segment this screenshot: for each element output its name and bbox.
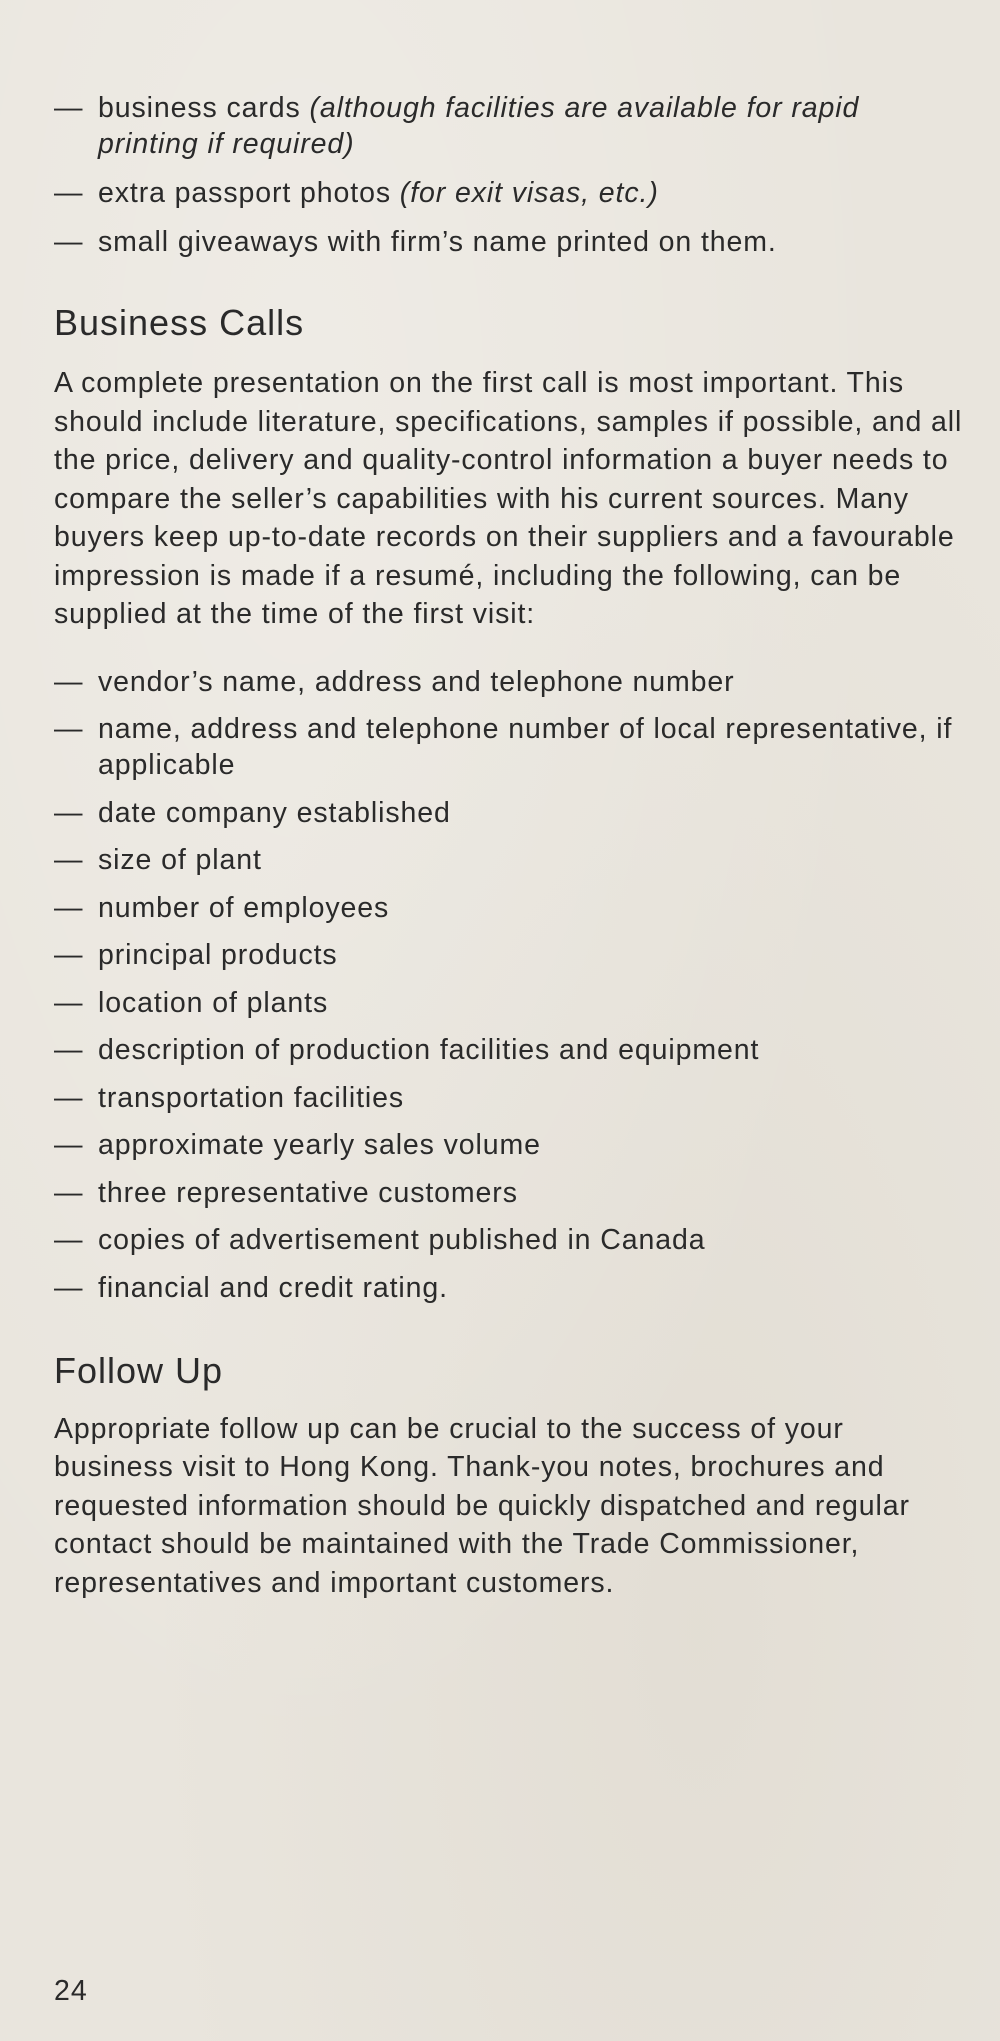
dash-marker: —: [54, 1224, 84, 1256]
list-item-text: vendor’s name, address and telephone number: [98, 665, 735, 698]
dash-marker: —: [54, 939, 84, 971]
list-item: [54, 175, 964, 211]
list-item: [54, 1175, 964, 1211]
list-item: [54, 224, 964, 260]
document-page: [54, 90, 964, 1602]
list-item: [54, 711, 964, 783]
list-item-text: financial and credit rating.: [98, 1271, 448, 1304]
list-item: [54, 890, 964, 926]
dash-marker: —: [54, 1176, 84, 1209]
list-item-text: transportation facilities: [98, 1081, 405, 1114]
dash-marker: —: [54, 1034, 84, 1066]
list-item: [54, 1032, 964, 1068]
business-calls-heading: Business Calls: [54, 302, 305, 343]
list-item-note: (for exit visas, etc.): [399, 177, 659, 209]
dash-marker: —: [54, 1129, 84, 1161]
dash-marker: —: [54, 226, 84, 258]
list-item-text: name, address and telephone number of local representative, if applicable: [98, 713, 953, 781]
dash-marker: —: [54, 986, 84, 1019]
list-item: [54, 90, 964, 162]
resume-list: [54, 664, 964, 1306]
list-item: [54, 842, 964, 878]
page-number: 24: [54, 1975, 88, 2007]
dash-marker: —: [54, 796, 84, 829]
intro-list: [54, 90, 964, 260]
list-item-text: size of plant: [98, 844, 262, 876]
list-item: [54, 1080, 964, 1116]
dash-marker: —: [54, 92, 84, 124]
list-item: [54, 795, 964, 831]
list-item-text: location of plants: [98, 986, 329, 1019]
follow-up-paragraph: Appropriate follow up can be crucial to the success of your business visit to Hong Kong. Thank-you notes, brochures and requested information should be quickly dispatched and regular contact should be maintained with the Trade Commissioner, representatives and important customers.: [54, 1412, 910, 1599]
list-item-text: copies of advertisement published in Canada: [98, 1224, 706, 1256]
business-calls-paragraph: A complete presentation on the first call is most important. This should include literature, specifications, samples if possible, and all the price, delivery and quality-control information a buyer needs to compare the seller’s capabilities with his current sources. Many buyers keep up-to-date records on their suppliers and a favourable impression is made if a resumé, including the following, can be supplied at the time of the first visit:: [54, 367, 963, 630]
dash-marker: —: [54, 891, 84, 924]
dash-marker: —: [54, 844, 84, 876]
list-item: [54, 1127, 964, 1163]
list-item: [54, 1222, 964, 1258]
list-item-text: description of production facilities and equipment: [98, 1034, 760, 1066]
list-item: [54, 1270, 964, 1306]
list-item-note: (although facilities are available for rapid printing if required): [98, 92, 860, 160]
list-item-text: approximate yearly sales volume: [98, 1129, 541, 1161]
list-item-text: principal products: [98, 939, 338, 971]
list-item-text: extra passport photos: [98, 177, 400, 209]
list-item-text: number of employees: [98, 891, 390, 924]
list-item-text: date company established: [98, 796, 451, 829]
list-item: [54, 937, 964, 973]
list-item-text: small giveaways with firm’s name printed on them.: [98, 226, 777, 258]
list-item-text: three representative customers: [98, 1176, 518, 1209]
list-item: [54, 664, 964, 700]
dash-marker: —: [54, 177, 84, 209]
follow-up-heading: Follow Up: [54, 1349, 224, 1391]
dash-marker: —: [54, 713, 84, 745]
dash-marker: —: [54, 665, 84, 698]
dash-marker: —: [54, 1271, 84, 1304]
list-item-text: business cards: [98, 92, 310, 124]
dash-marker: —: [54, 1081, 84, 1114]
list-item: [54, 985, 964, 1021]
